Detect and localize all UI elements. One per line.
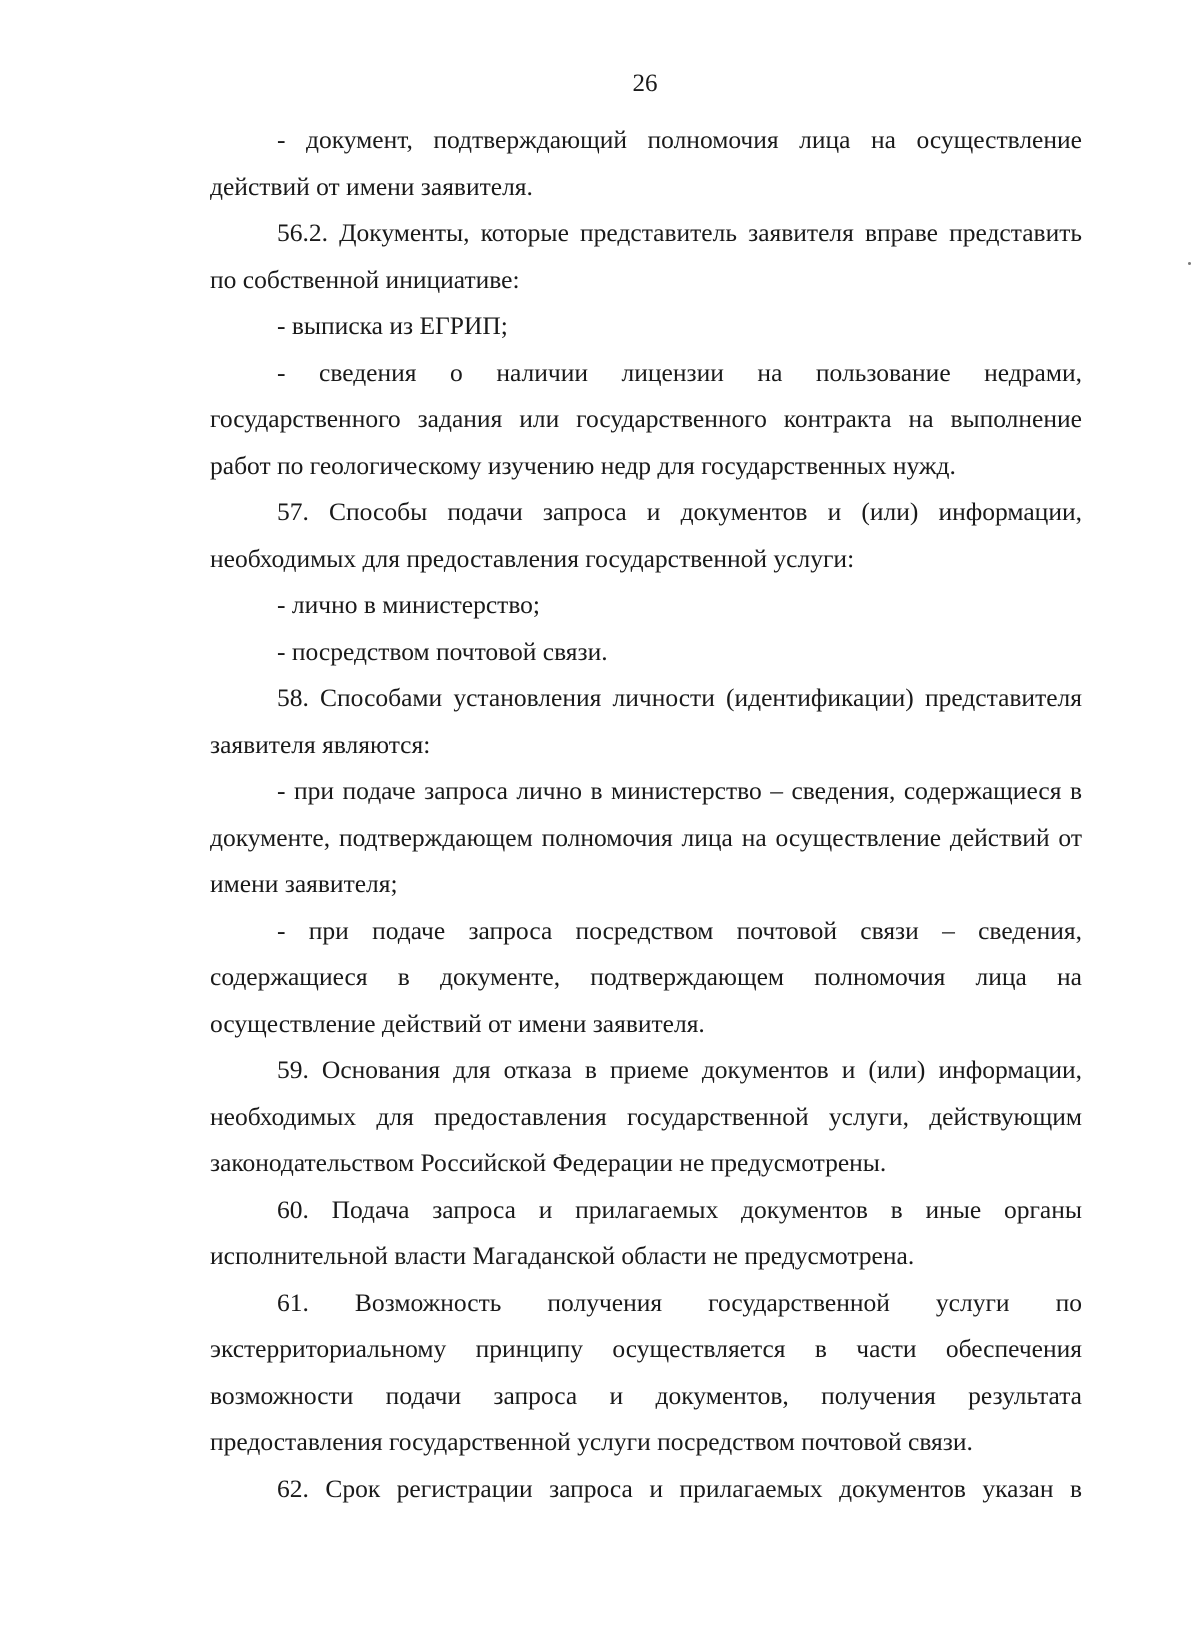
paragraph-60: 60. Подача запроса и прилагаемых документов в иные органы исполнительной власти Магаданской области не предусмотрена. (210, 1194, 1082, 1270)
paragraph-license-info: - сведения о наличии лицензии на пользование недрами, государственного задания или государственного контракта на выполнение работ по геологическому изучению недр для государственных нужд. (210, 357, 1082, 480)
paragraph-by-mail: - посредством почтовой связи. (277, 636, 608, 666)
document-body (210, 117, 1082, 1512)
paragraph-62: 62. Срок регистрации запроса и прилагаемых документов указан в (277, 1473, 1082, 1503)
paragraph-in-person: - лично в министерство; (277, 590, 541, 619)
paragraph-61: 61. Возможность получения государственной услуги по экстерриториальному принципу осуществляется в части обеспечения возможности подачи запроса и документов, получения результата предоставления государственной услуги посредством почтовой связи. (210, 1287, 1082, 1456)
paragraph-identification-in-person: - при подаче запроса лично в министерство – сведения, содержащиеся в документе, подтверждающем полномочия лица на осуществление действий от имени заявителя; (210, 776, 1082, 898)
paragraph-56-2: 56.2. Документы, которые представитель заявителя вправе представить по собственной инициативе: (210, 218, 1082, 294)
scan-speck (1188, 262, 1191, 265)
page-number: 26 (632, 70, 658, 97)
paragraph-58: 58. Способами установления личности (идентификации) представителя заявителя являются: (210, 683, 1082, 759)
paragraph-identification-by-mail: - при подаче запроса посредством почтовой связи – сведения, содержащиеся в документе, подтверждающем полномочия лица на осуществление действий от имени заявителя. (210, 915, 1082, 1038)
paragraph-57: 57. Способы подачи запроса и документов и (или) информации, необходимых для предоставления государственной услуги: (210, 497, 1082, 573)
paragraph-egrip-extract: - выписка из ЕГРИП; (277, 311, 508, 340)
paragraph-authority-document: - документ, подтверждающий полномочия лица на осуществление действий от имени заявителя. (210, 125, 1082, 201)
paragraph-59: 59. Основания для отказа в приеме документов и (или) информации, необходимых для предоставления государственной услуги, действующим законодательством Российской Федерации не предусмотрены. (210, 1055, 1082, 1177)
